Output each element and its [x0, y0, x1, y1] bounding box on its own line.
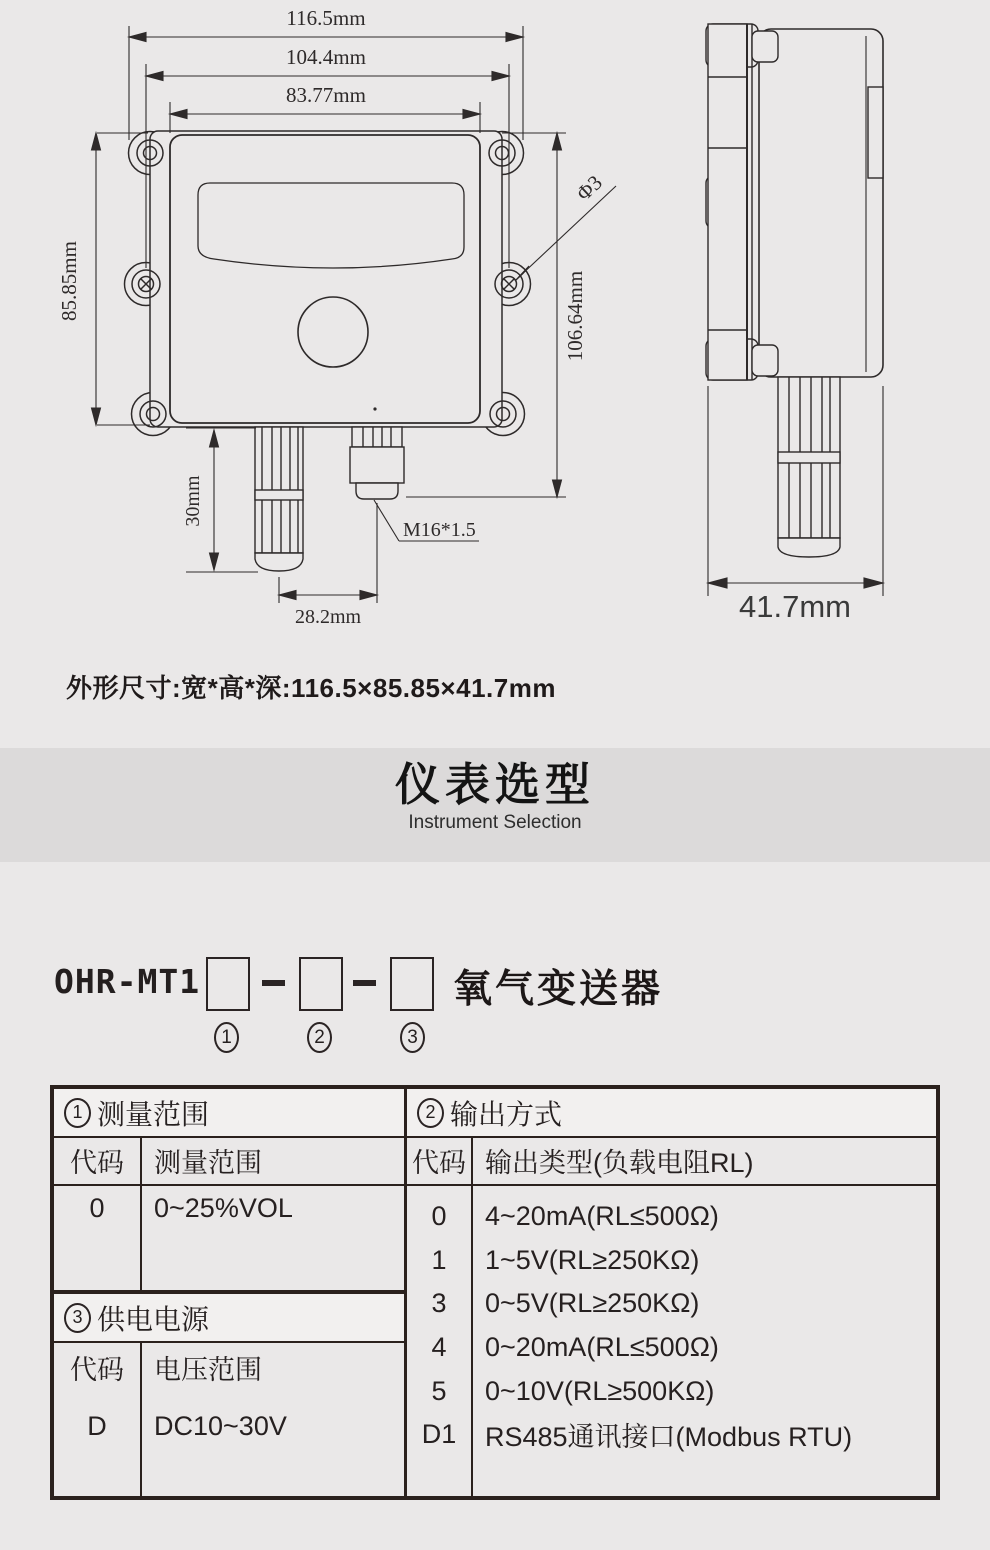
output-row-code: 0 — [431, 1200, 447, 1231]
range-col-value: 测量范围 — [154, 1147, 262, 1178]
front-panel — [170, 135, 480, 423]
output-row-code: 5 — [431, 1375, 447, 1406]
output-row-value: RS485通讯接口(Modbus RTU) — [485, 1421, 853, 1452]
dim-width-total-label: 116.5mm — [286, 6, 366, 30]
probe-length-label: 30mm — [182, 475, 204, 527]
dim-width-screws-label: 104.4mm — [286, 45, 366, 69]
output-col-value: 输出类型(负载电阻RL) — [485, 1147, 754, 1178]
output-row-code: 1 — [431, 1244, 447, 1275]
output-row-code: D1 — [421, 1418, 457, 1449]
gland-thread-label: M16*1.5 — [403, 519, 476, 541]
model-dash-1 — [262, 980, 285, 986]
dim-height-body-label: 85.85mm — [57, 241, 81, 321]
model-slot-3 — [390, 957, 434, 1011]
output-marker-icon: 2 — [417, 1098, 444, 1128]
power-marker-icon: 3 — [64, 1303, 91, 1333]
hole-diameter-label: Φ3 — [571, 170, 607, 206]
range-row-value: 0~25%VOL — [154, 1192, 293, 1223]
dim-width-panel-label: 83.77mm — [286, 83, 366, 107]
output-col-code: 代码 — [412, 1147, 466, 1178]
output-row-value: 1~5V(RL≥250KΩ) — [485, 1244, 700, 1275]
front-probe — [255, 427, 303, 571]
power-row-value: DC10~30V — [154, 1410, 287, 1441]
section-title-en: Instrument Selection — [408, 811, 582, 833]
dimension-drawing — [0, 0, 990, 650]
power-col-code: 代码 — [70, 1354, 124, 1385]
slot-marker-3: 3 — [400, 1022, 425, 1053]
output-row-value: 0~5V(RL≥250KΩ) — [485, 1287, 700, 1318]
side-view — [706, 24, 883, 557]
range-section-title: 1 测量范围 — [54, 1089, 404, 1136]
output-row-value: 0~20mA(RL≤500Ω) — [485, 1331, 719, 1362]
section-title-zh: 仪表选型 — [394, 759, 595, 810]
model-suffix: 氧气变送器 — [453, 968, 664, 1011]
range-marker-icon: 1 — [64, 1098, 91, 1128]
output-row-code: 4 — [431, 1331, 447, 1362]
model-prefix: OHR-MT1 — [54, 962, 201, 1001]
slot-marker-2: 2 — [307, 1022, 332, 1053]
model-dash-2 — [353, 980, 376, 986]
selection-table — [50, 1085, 940, 1500]
model-slot-1 — [206, 957, 250, 1011]
range-col-code: 代码 — [70, 1147, 124, 1178]
output-row-code: 3 — [431, 1287, 447, 1318]
output-section-title: 2 输出方式 — [407, 1089, 936, 1136]
range-row-code: 0 — [89, 1192, 105, 1223]
power-section-title: 3 供电电源 — [54, 1294, 404, 1341]
power-col-value: 电压范围 — [154, 1354, 262, 1385]
probe-offset-label: 28.2mm — [294, 606, 362, 628]
power-row-code: D — [87, 1410, 107, 1441]
dim-height-total-label: 106.64mm — [563, 270, 587, 362]
output-row-value: 0~10V(RL≥500KΩ) — [485, 1375, 715, 1406]
cable-gland — [350, 427, 404, 499]
model-slot-2 — [299, 957, 343, 1011]
depth-label: 41.7mm — [739, 589, 851, 624]
overall-size-text: 外形尺寸:宽*高*深:116.5×85.85×41.7mm — [66, 673, 556, 703]
slot-marker-1: 1 — [214, 1022, 239, 1053]
section-title-band — [0, 748, 990, 862]
output-row-value: 4~20mA(RL≤500Ω) — [485, 1200, 719, 1231]
